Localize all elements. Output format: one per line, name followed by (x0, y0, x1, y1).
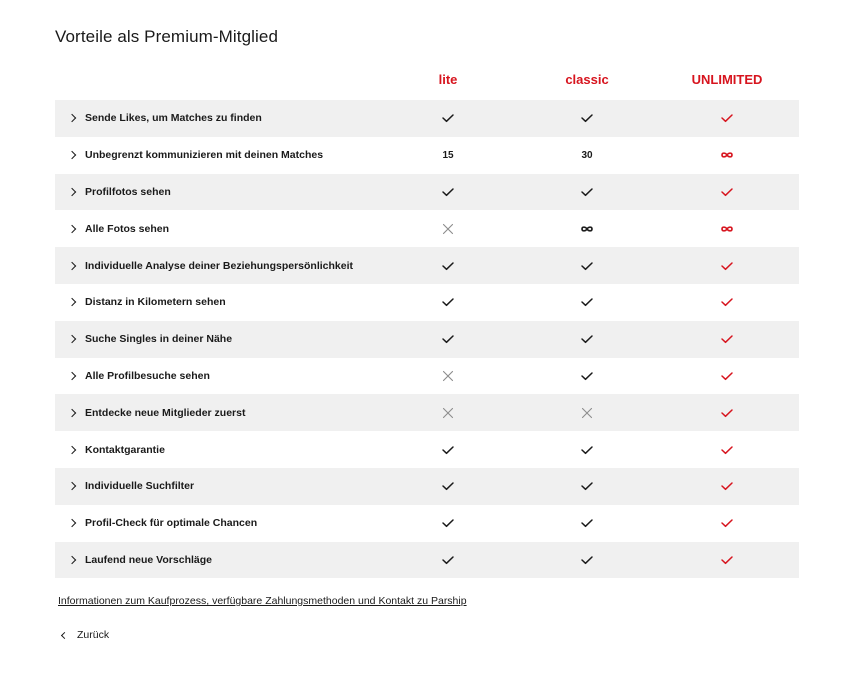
feature-row[interactable] (55, 431, 799, 468)
chevron-right-icon (68, 335, 76, 343)
check-icon (580, 113, 594, 123)
feature-row[interactable] (55, 542, 799, 579)
feature-row[interactable] (55, 100, 799, 137)
check-icon (580, 555, 594, 565)
feature-label: Individuelle Analyse deiner Beziehungspersönlichkeit (85, 259, 354, 272)
feature-cell-unlimited (697, 505, 757, 542)
check-icon (580, 481, 594, 491)
chevron-right-icon (68, 445, 76, 453)
check-icon (441, 334, 455, 344)
check-icon (580, 297, 594, 307)
check-icon (720, 371, 734, 381)
feature-row[interactable] (55, 468, 799, 505)
check-icon (580, 334, 594, 344)
feature-cell-unlimited (697, 468, 757, 505)
check-icon (580, 261, 594, 271)
feature-cell-classic (557, 542, 617, 579)
feature-cell-unlimited (697, 210, 757, 247)
feature-label: Profilfotos sehen (85, 185, 171, 198)
chevron-right-icon (68, 519, 76, 527)
feature-cell-lite (418, 394, 478, 431)
infinity-icon (580, 224, 594, 234)
check-icon (720, 297, 734, 307)
feature-cell-lite (418, 210, 478, 247)
check-icon (720, 187, 734, 197)
chevron-right-icon (68, 261, 76, 269)
check-icon (720, 481, 734, 491)
feature-cell-classic (557, 137, 617, 174)
feature-cell-unlimited (697, 247, 757, 284)
check-icon (580, 371, 594, 381)
feature-cell-classic (557, 321, 617, 358)
check-icon (720, 555, 734, 565)
chevron-right-icon (68, 556, 76, 564)
feature-cell-lite (418, 100, 478, 137)
chevron-right-icon (68, 151, 76, 159)
feature-label: Alle Profilbesuche sehen (85, 369, 210, 382)
feature-row[interactable] (55, 137, 799, 174)
check-icon (441, 297, 455, 307)
feature-label: Laufend neue Vorschläge (85, 553, 212, 566)
check-icon (720, 113, 734, 123)
feature-cell-unlimited (697, 358, 757, 395)
feature-label: Profil-Check für optimale Chancen (85, 517, 258, 530)
feature-cell-unlimited (697, 431, 757, 468)
feature-cell-classic (557, 505, 617, 542)
feature-cell-lite (418, 247, 478, 284)
check-icon (441, 555, 455, 565)
feature-cell-lite (418, 358, 478, 395)
feature-cell-classic (557, 284, 617, 321)
feature-cell-lite (418, 137, 478, 174)
feature-cell-unlimited (697, 321, 757, 358)
plan-header-unlimited: UNLIMITED (691, 72, 763, 87)
purchase-info-link[interactable]: Informationen zum Kaufprozess, verfügbare Zahlungsmethoden und Kontakt zu Parship (58, 595, 467, 607)
feature-table (55, 100, 799, 578)
feature-label: Alle Fotos sehen (85, 222, 170, 235)
infinity-icon (720, 150, 734, 160)
feature-cell-unlimited (697, 394, 757, 431)
feature-cell-lite (418, 468, 478, 505)
feature-label: Unbegrenzt kommunizieren mit deinen Matches (85, 149, 324, 162)
feature-cell-lite (418, 505, 478, 542)
check-icon (441, 187, 455, 197)
feature-label: Distanz in Kilometern sehen (85, 296, 226, 309)
feature-cell-classic (557, 468, 617, 505)
feature-cell-classic (557, 100, 617, 137)
page-title: Vorteile als Premium-Mitglied (55, 27, 279, 46)
feature-row[interactable] (55, 247, 799, 284)
feature-cell-unlimited (697, 174, 757, 211)
check-icon (720, 445, 734, 455)
feature-cell-classic (557, 358, 617, 395)
check-icon (720, 408, 734, 418)
cross-icon (441, 371, 455, 381)
feature-label: Entdecke neue Mitglieder zuerst (85, 406, 246, 419)
check-icon (441, 113, 455, 123)
feature-cell-lite (418, 321, 478, 358)
chevron-left-icon (61, 631, 68, 638)
back-label: Zurück (77, 629, 110, 641)
check-icon (580, 187, 594, 197)
chevron-right-icon (68, 482, 76, 490)
feature-cell-lite (418, 431, 478, 468)
feature-count: 30 (581, 149, 593, 161)
feature-row[interactable] (55, 284, 799, 321)
back-button[interactable] (60, 629, 109, 641)
chevron-right-icon (68, 114, 76, 122)
feature-cell-unlimited (697, 137, 757, 174)
plan-header-lite: lite (438, 72, 458, 87)
check-icon (720, 334, 734, 344)
cross-icon (580, 408, 594, 418)
feature-row[interactable] (55, 174, 799, 211)
chevron-right-icon (68, 298, 76, 306)
chevron-right-icon (68, 409, 76, 417)
feature-cell-unlimited (697, 542, 757, 579)
check-icon (580, 445, 594, 455)
feature-cell-classic (557, 431, 617, 468)
check-icon (441, 518, 455, 528)
check-icon (720, 261, 734, 271)
feature-cell-lite (418, 284, 478, 321)
feature-count: 15 (442, 149, 454, 161)
cross-icon (441, 408, 455, 418)
feature-row[interactable] (55, 358, 799, 395)
chevron-right-icon (68, 225, 76, 233)
infinity-icon (720, 224, 734, 234)
feature-cell-unlimited (697, 100, 757, 137)
feature-label: Sende Likes, um Matches zu finden (85, 112, 262, 125)
feature-row[interactable] (55, 321, 799, 358)
feature-row[interactable] (55, 505, 799, 542)
chevron-right-icon (68, 188, 76, 196)
check-icon (720, 518, 734, 528)
feature-cell-classic (557, 247, 617, 284)
chevron-right-icon (68, 372, 76, 380)
check-icon (441, 445, 455, 455)
check-icon (441, 261, 455, 271)
feature-label: Suche Singles in deiner Nähe (85, 333, 233, 346)
feature-row[interactable] (55, 394, 799, 431)
feature-cell-lite (418, 174, 478, 211)
feature-cell-classic (557, 210, 617, 247)
feature-cell-unlimited (697, 284, 757, 321)
plan-header-classic: classic (565, 72, 609, 87)
feature-cell-lite (418, 542, 478, 579)
feature-label: Individuelle Suchfilter (85, 480, 195, 493)
feature-cell-classic (557, 394, 617, 431)
check-icon (580, 518, 594, 528)
feature-row[interactable] (55, 210, 799, 247)
check-icon (441, 481, 455, 491)
feature-cell-classic (557, 174, 617, 211)
cross-icon (441, 224, 455, 234)
feature-label: Kontaktgarantie (85, 443, 165, 456)
